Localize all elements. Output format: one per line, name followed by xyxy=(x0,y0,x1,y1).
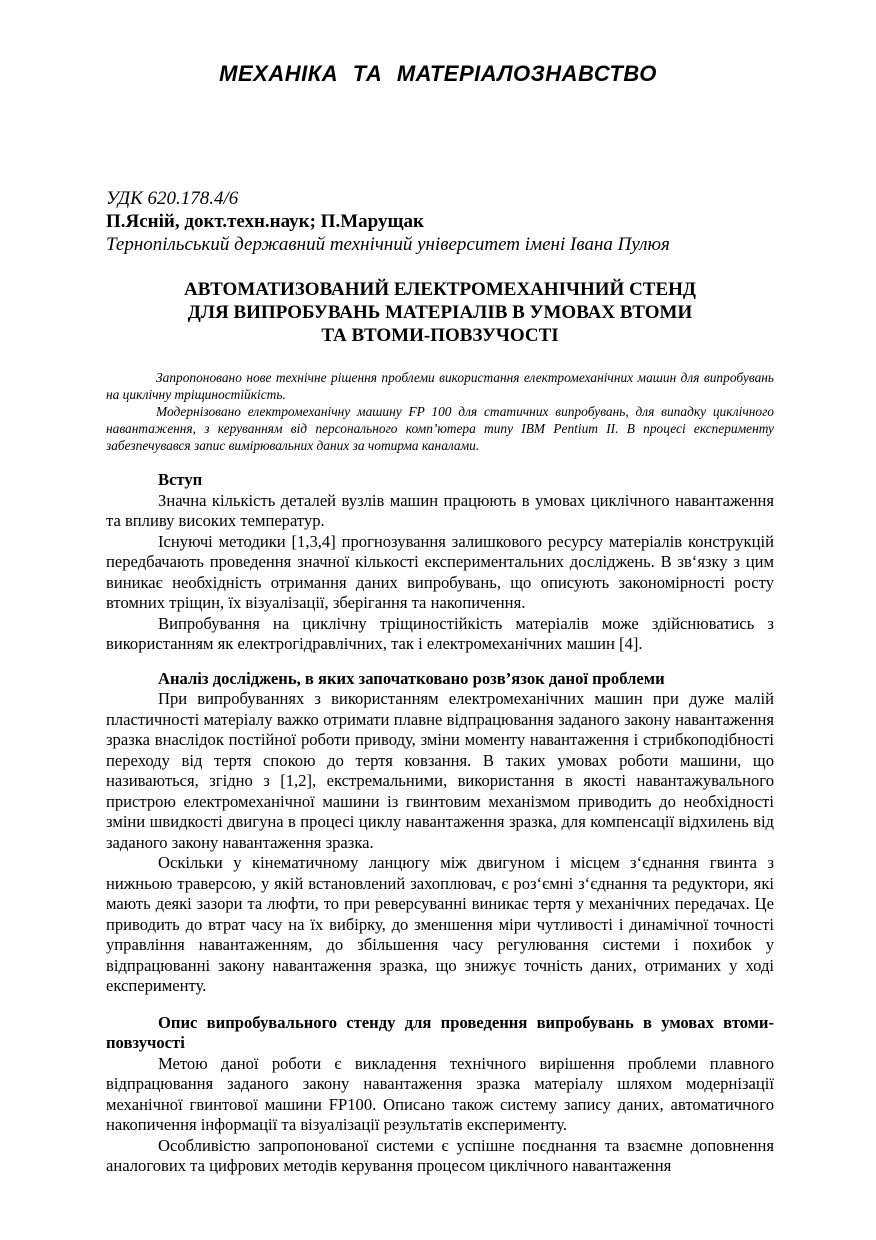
body-paragraph: Випробування на циклічну тріщиностійкість матеріалів може здійснюватись з використанням як електрогідравлічних, так і електромеханічних машин [4]. xyxy=(106,613,774,653)
body-paragraph: Існуючі методики [1,3,4] прогнозування залишкового ресурсу матеріалів конструкцій передбачають проведення значної кількості експериментальних досліджень. В зв‘язку з цим виникає необхідність отримання даних випробувань, що описують закономірності росту втомних тріщин, їх візуалізації, зберігання та накопичення. xyxy=(106,531,774,612)
abstract-paragraph: Запропоновано нове технічне рішення проблеми використання електромеханічних машин для випробувань на циклічну тріщиностійкість. xyxy=(106,370,774,402)
body-paragraph: При випробуваннях з використанням електромеханічних машин при дуже малій пластичності матеріалу важко отримати плавне відпрацювання заданого закону навантаження зразка внаслідок постійної роботи приводу, зміни моменту навантаження і стрибкоподібності переходу від тертя спокою до тертя ковзання. В таких умовах роботи машини, що називаються, згідно з [1,2], екстремальними, використання в якості навантажувального пристрою електромеханічної машини із гвинтовим механізмом приводить до необхідності зміни швидкості двигуна в процесі циклу навантаження зразка, для компенсації відхилень від заданого закону навантаження зразка. xyxy=(106,689,774,852)
section-heading-analysis: Аналіз досліджень, в яких започатковано розв’язок даної проблеми xyxy=(158,668,665,688)
abstract-paragraph: Модернізовано електромеханічну машину FP 100 для статичних випробувань, для випадку циклічного навантаження, з керуванням від персонального комп’ютера типу IBM Pentium II. В процесі експерименту забезпечувався запис вимірювальних даних за чотирма каналами. xyxy=(106,404,774,453)
title-line: ДЛЯ ВИПРОБУВАНЬ МАТЕРІАЛІВ В УМОВАХ ВТОМИ xyxy=(187,302,693,323)
body-paragraph: Значна кількість деталей вузлів машин працюють в умовах циклічного навантаження та впливу високих температур. xyxy=(106,490,774,530)
body-paragraph: Оскільки у кінематичному ланцюгу між двигуном і місцем з‘єднання гвинта з нижньою траверсою, у якій встановлений захоплювач, є роз‘ємні з‘єднання та редуктори, які мають деякі зазори та люфти, то при реверсуванні виникає тертя у механічних передачах. Це приводить до втрат часу на їх вибірку, до зменшення міри чутливості і динамічної точності управління навантаженням, до збільшення часу регулювання системи і похибок у відпрацюванні закону навантаження зразка, що знижує точність даних, отриманих у ході експерименту. xyxy=(106,853,774,995)
body-paragraph: Особливістю запропонованої системи є успішне поєднання та взаємне доповнення аналогових та цифрових методів керування процесом циклічного навантаження xyxy=(106,1135,774,1175)
section-header: МЕХАНІКА ТА МАТЕРІАЛОЗНАВСТВО xyxy=(219,61,657,86)
affiliation: Тернопільський державний технічний університет імені Івана Пулюя xyxy=(106,234,670,255)
abstract xyxy=(106,369,774,454)
paper-body xyxy=(106,470,774,1177)
section-heading-intro: Вступ xyxy=(158,470,203,489)
title-line: ТА ВТОМИ-ПОВЗУЧОСТІ xyxy=(321,325,559,346)
paper-title xyxy=(106,278,774,347)
body-paragraph: Метою даної роботи є викладення технічного вирішення проблеми плавного відпрацювання заданого закону навантаження зразка матеріалу шляхом модернізації механічної гвинтової машини FP100. Описано також систему запису даних, автоматичного накопичення інформації та візуалізації результатів експерименту. xyxy=(106,1053,774,1134)
section-heading-stand: Опис випробувального стенду для проведення випробувань в умовах втоми-повзучості xyxy=(106,1012,774,1052)
udc-code: УДК 620.178.4/6 xyxy=(106,188,239,209)
authors: П.Ясній, докт.техн.наук; П.Марущак xyxy=(106,211,424,232)
title-line: АВТОМАТИЗОВАНИЙ ЕЛЕКТРОМЕХАНІЧНИЙ СТЕНД xyxy=(183,279,697,300)
